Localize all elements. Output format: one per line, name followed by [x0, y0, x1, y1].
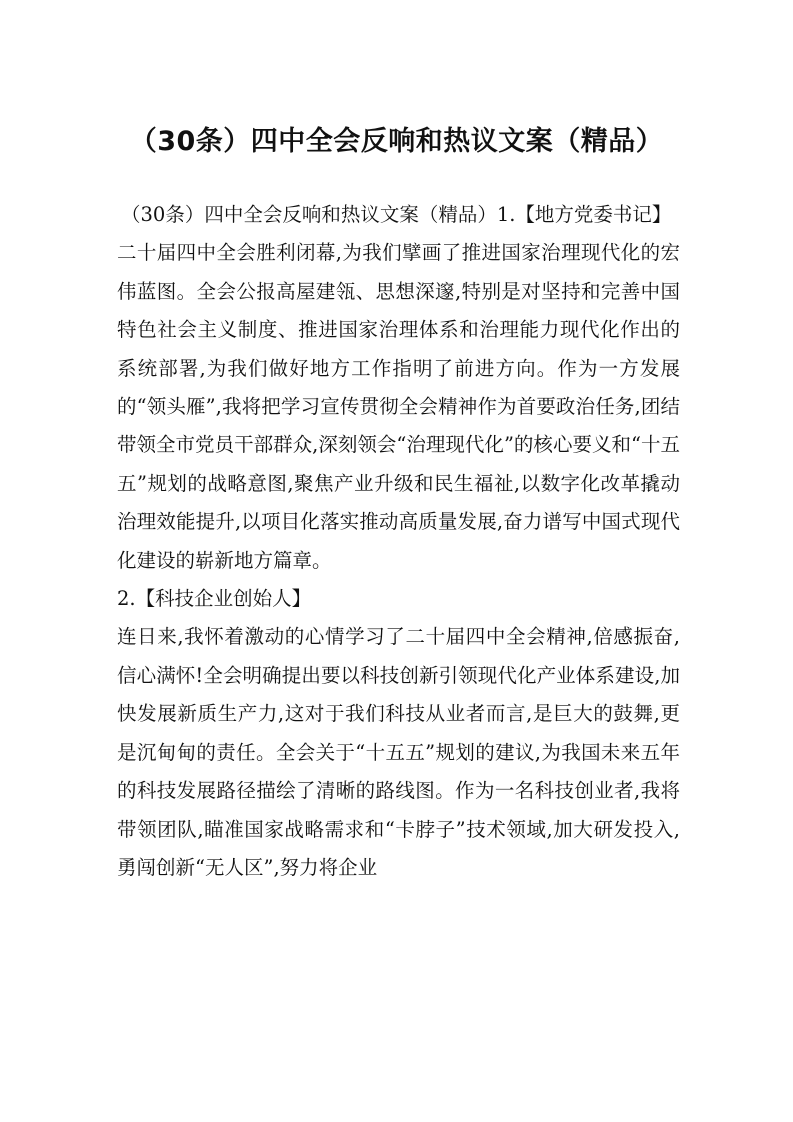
intro-paragraph: （30条）四中全会反响和热议文案（精品）1.【地方党委书记】 [121, 203, 672, 226]
paragraph-party-secretary: 二十届四中全会胜利闭幕,为我们擘画了推进国家治理现代化的宏伟蓝图。全会公报高屋建瓴、思想深邃,特别是对坚持和完善中国特色社会主义制度、推进国家治理体系和治理能力现代化作出的系统部署,为我们做好地方工作指明了前进方向。作为一方发展的“领头雁”,我将把学习宣传贯彻全会精神作为首要政治任务,团结带领全市党员干部群众,深刻领会“治理现代化”的核心要义和“十五五”规划的战略意图,聚焦产业升级和民生福祉,以数字化改革撬动治理效能提升,以项目化落实推动高质量发展,奋力谱写中国式现代化建设的崭新地方篇章。 [117, 241, 680, 572]
document-title: （30条）四中全会反响和热议文案（精品） [129, 126, 664, 157]
paragraph-tech-founder: 连日来,我怀着激动的心情学习了二十届四中全会精神,倍感振奋,信心满怀!全会明确提出要以科技创新引领现代化产业体系建设,加快发展新质生产力,这对于我们科技从业者而言,是巨大的鼓舞,更是沉甸甸的责任。全会关于“十五五”规划的建议,为我国未来五年的科技发展路径描绘了清晰的路线图。作为一名科技创业者,我将带领团队,瞄准国家战略需求和“卡脖子”技术领域,加大研发投入,勇闯创新“无人区”,努力将企业 [117, 625, 680, 879]
document-body [117, 196, 680, 887]
section-heading-tech-founder: 2.【科技企业创始人】 [117, 587, 312, 611]
